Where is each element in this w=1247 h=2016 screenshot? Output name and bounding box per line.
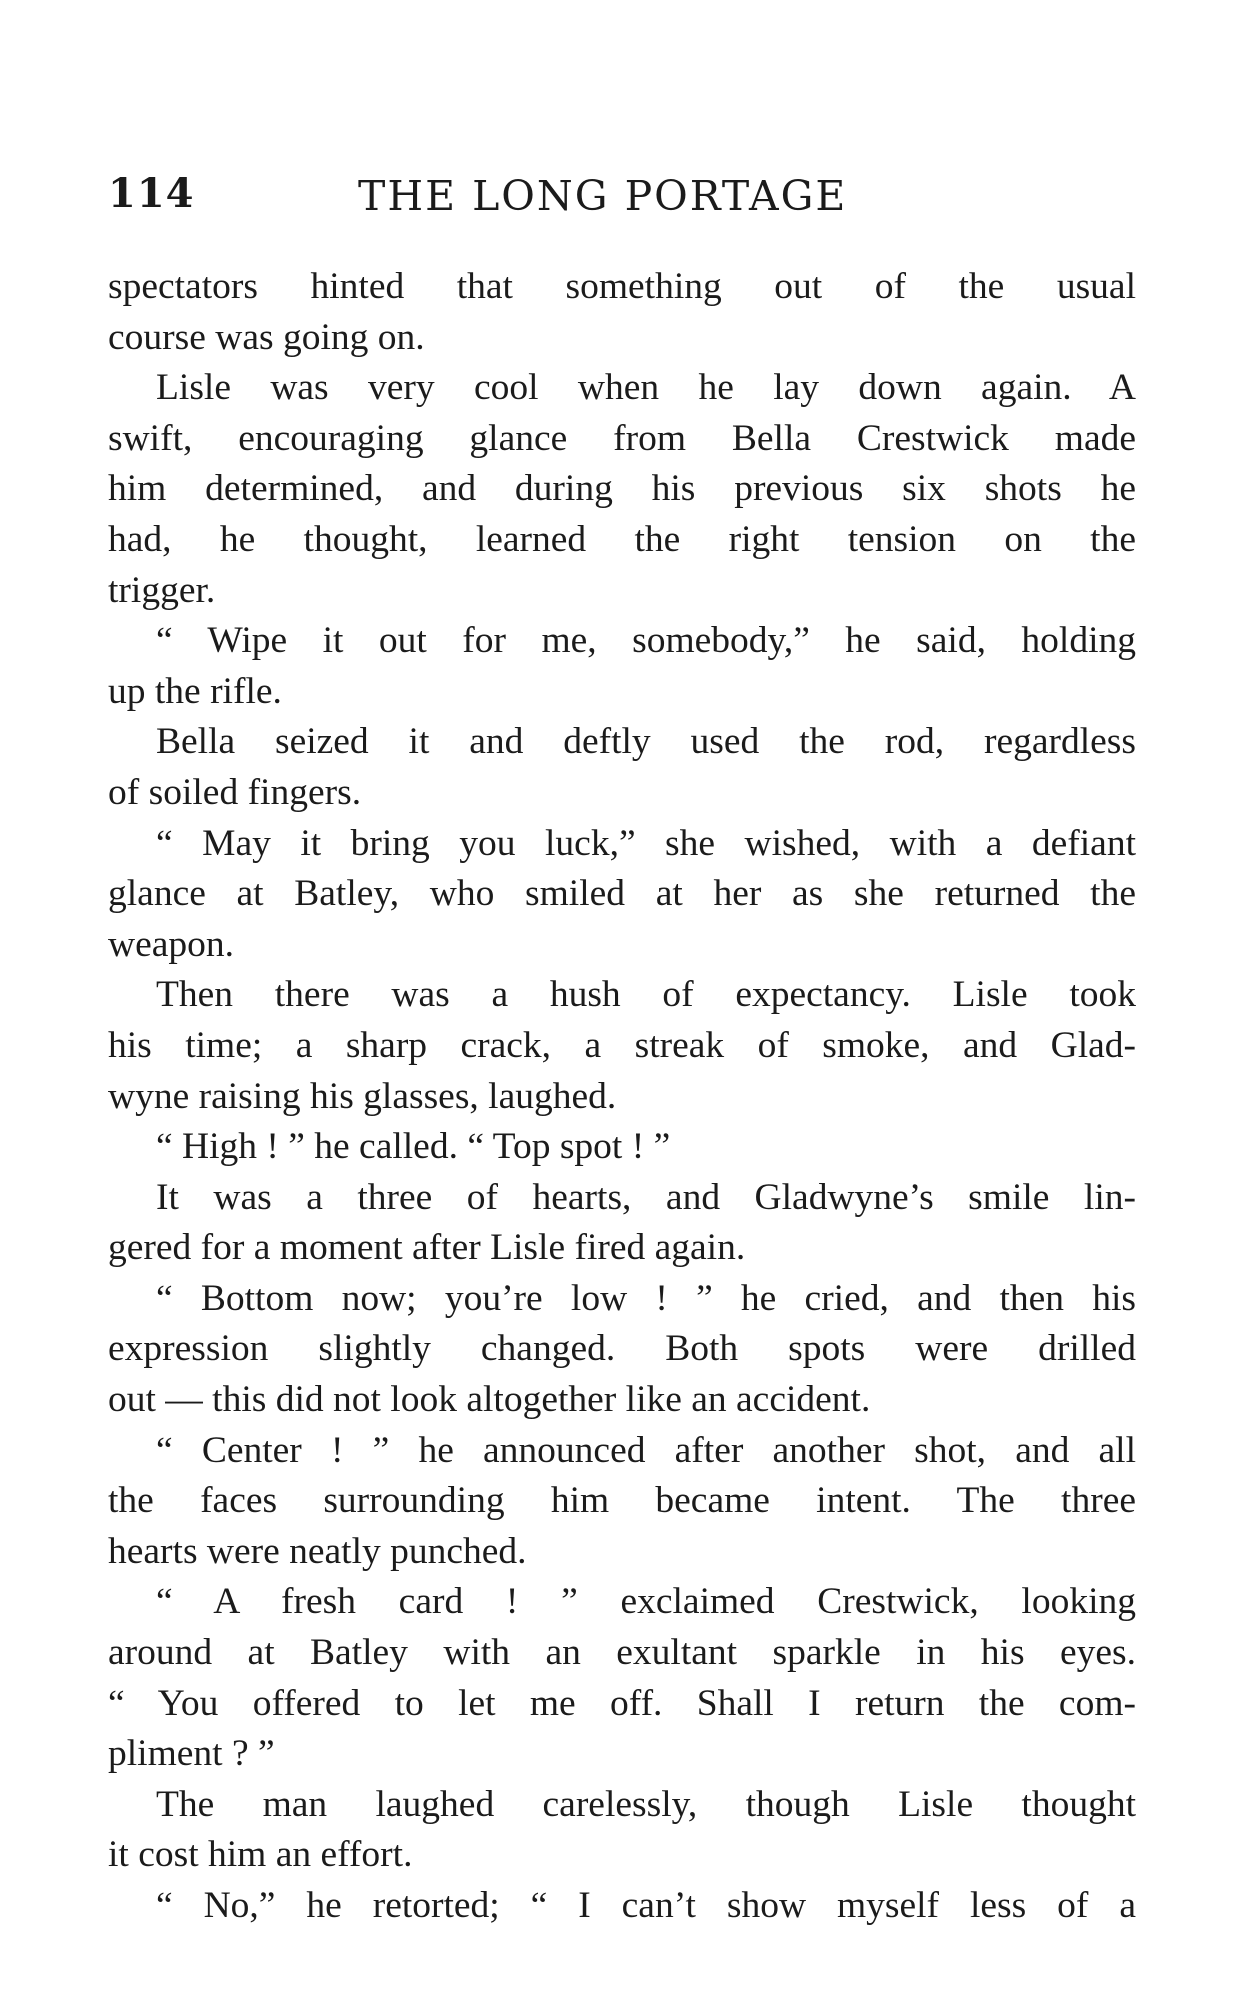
text-line: pliment ? ” — [108, 1733, 275, 1775]
text-line: The man laughed carelessly, though Lisle thought — [156, 1783, 1136, 1825]
text-line: up the rifle. — [108, 670, 282, 712]
text-line: him determined, and during his previous six shots he — [108, 468, 1136, 510]
page-number: 114 — [108, 170, 195, 217]
text-line: “ High ! ” he called. “ Top spot ! ” — [156, 1126, 671, 1168]
text-line: of soiled fingers. — [108, 771, 362, 813]
text-line: Then there was a hush of expectancy. Lisle took — [156, 974, 1136, 1016]
text-line: glance at Batley, who smiled at her as she returned the — [108, 873, 1136, 915]
text-line: out — this did not look altogether like an accident. — [108, 1379, 871, 1421]
text-line: course was going on. — [108, 316, 425, 358]
text-line: Bella seized it and deftly used the rod, regardless — [156, 721, 1136, 763]
text-line: swift, encouraging glance from Bella Crestwick made — [108, 417, 1136, 459]
running-title: THE LONG PORTAGE — [358, 172, 848, 220]
text-line: the faces surrounding him became intent. The three — [108, 1480, 1136, 1522]
text-line: wyne raising his glasses, laughed. — [108, 1075, 617, 1117]
text-line: around at Batley with an exultant sparkle in his eyes. — [108, 1632, 1136, 1674]
text-line: “ A fresh card ! ” exclaimed Crestwick, looking — [156, 1581, 1136, 1623]
text-line: “ No,” he retorted; “ I can’t show myself less of a — [156, 1885, 1136, 1926]
text-line: “ Wipe it out for me, somebody,” he said, holding — [156, 620, 1136, 662]
text-line: his time; a sharp crack, a streak of smoke, and Glad- — [108, 1024, 1136, 1066]
text-line: Lisle was very cool when he lay down again. A — [156, 367, 1136, 409]
text-line: “ Bottom now; you’re low ! ” he cried, and then his — [156, 1277, 1136, 1319]
body-text — [108, 262, 1136, 1932]
text-line: weapon. — [108, 923, 234, 965]
text-line: hearts were neatly punched. — [108, 1530, 527, 1572]
text-line: expression slightly changed. Both spots were drilled — [108, 1328, 1136, 1370]
text-line: “ May it bring you luck,” she wished, with a defiant — [156, 822, 1136, 864]
text-line: it cost him an effort. — [108, 1834, 413, 1876]
running-head — [108, 170, 1136, 226]
text-line: “ Center ! ” he announced after another shot, and all — [156, 1429, 1136, 1471]
text-line: “ You offered to let me off. Shall I return the com- — [108, 1682, 1136, 1724]
text-line: had, he thought, learned the right tension on the — [108, 518, 1136, 560]
text-line: trigger. — [108, 569, 216, 611]
text-line: It was a three of hearts, and Gladwyne’s smile lin- — [156, 1176, 1136, 1218]
text-line: spectators hinted that something out of the usual — [108, 266, 1136, 307]
text-line: gered for a moment after Lisle fired again. — [108, 1227, 746, 1269]
